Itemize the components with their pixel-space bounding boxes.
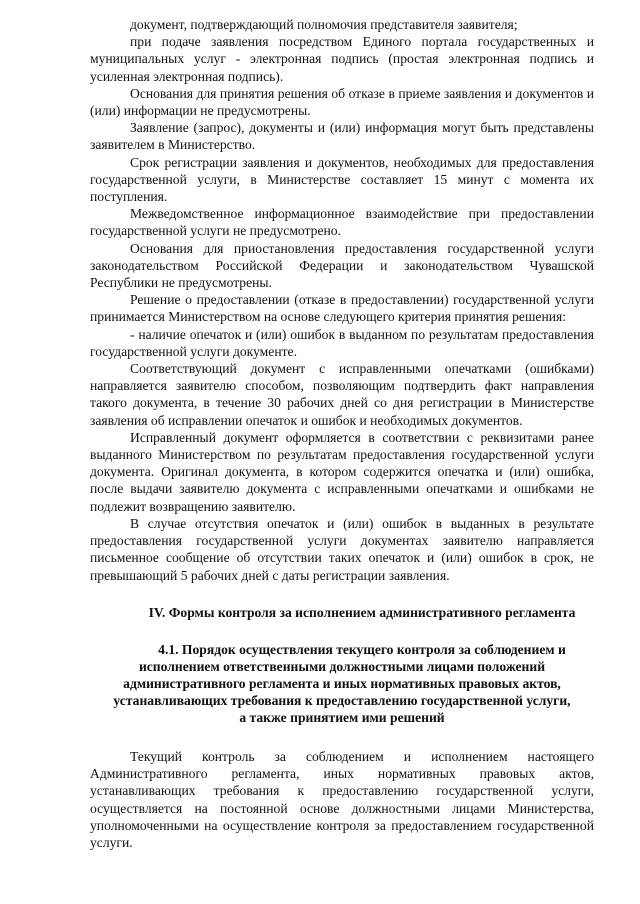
paragraph-corrected-document: Соответствующий документ с исправленными опечатками (ошибками) направляется заявителю способом, позволяющим подтвердить факт направления такого документа, в течение 30 рабочих дней со дня регистрации в Министерстве заявления об исправлении опечаток и ошибок и необходимых документов. (90, 361, 594, 428)
paragraph-current-control: Текущий контроль за соблюдением и исполнением настоящего Административного регламента, иных нормативных правовых актов, устанавливающих требования к предоставлению государственной услуги, осуществляется на постоянной основе должностными лицами Министерства, уполномоченными на осуществление контроля за предоставлением государственной услуги. (90, 748, 594, 850)
paragraph-representative-document: документ, подтверждающий полномочия представителя заявителя; (130, 17, 518, 32)
subsection-heading (90, 641, 594, 726)
paragraph-electronic-signature: при подаче заявления посредством Единого портала государственных и муниципальных услуг - электронная подпись (простая электронная подпись и усиленная электронная подпись). (90, 34, 594, 84)
subsection-heading-line: административного регламента и иных нормативных правовых актов, (123, 675, 561, 691)
paragraph-registration-time: Срок регистрации заявления и документов, необходимых для предоставления государственной услуги, в Министерстве составляет 15 минут с момента их поступления. (90, 154, 594, 205)
subsection-heading-line: 4.1. Порядок осуществления текущего контроля за соблюдением и (158, 641, 566, 657)
paragraph-no-errors-notice: В случае отсутствия опечаток и (или) ошибок в выданных в результате предоставления государственной услуги документах заявителю направляется письменное сообщение об отсутствии таких опечаток и (или) ошибок в срок, не превышающий 5 рабочих дней с даты регистрации заявления. (90, 515, 594, 583)
subsection-heading-line: устанавливающих требования к предоставлению государственной услуги, (113, 692, 571, 708)
paragraph-document-formatting: Исправленный документ оформляется в соответствии с реквизитами ранее выданного Министерством по результатам предоставления государственной услуги документа. Оригинал документа, в котором содержится опечатка и (или) ошибка, после выдачи заявителю документа с исправленными опечатками и ошибками не подлежит возвращению заявителю. (90, 429, 594, 514)
subsection-heading-line: а также принятием ими решений (239, 709, 445, 725)
paragraph-submission: Заявление (запрос), документы и (или) информация могут быть представлены заявителем в Министерство. (90, 120, 594, 153)
paragraph-decision-criterion: Решение о предоставлении (отказе в предоставлении) государственной услуги принимается Министерством на основе следующего критерия принятия решения: (90, 292, 594, 325)
document-page (90, 16, 594, 851)
paragraph-interagency-interaction: Межведомственное информационное взаимодействие при предоставлении государственной услуги не предусмотрено. (90, 206, 594, 239)
section-heading: IV. Формы контроля за исполнением административного регламента (148, 604, 576, 620)
paragraph-refusal-grounds: Основания для принятия решения об отказе в приеме заявления и документов и (или) информации не предусмотрены. (90, 85, 594, 119)
paragraph-criterion-item: - наличие опечаток и (или) ошибок в выданном по результатам предоставления государственной услуги документе. (90, 326, 594, 359)
subsection-heading-line: исполнением ответственными должностными лицами положений (138, 658, 546, 674)
paragraph-suspension-grounds: Основания для приостановления предоставления государственной услуги законодательством Российской Федерации и законодательством Чувашской Республики не предусмотрены. (90, 240, 594, 291)
